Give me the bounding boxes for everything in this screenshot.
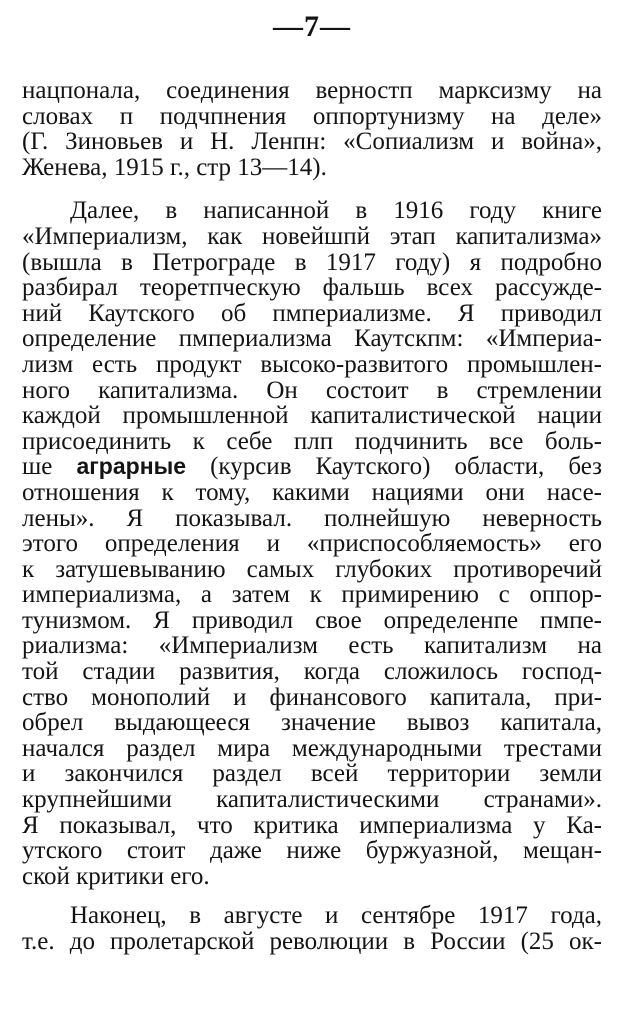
- text-line: риализма: «Империализм есть капитализм на: [22, 632, 602, 660]
- text-line: каждой промышленной капиталистической нации: [22, 402, 602, 430]
- text-line: Наконец, в августе и сентябре 1917 года,: [70, 902, 602, 930]
- book-page: [22, 0, 602, 1012]
- text-line: словах п подчпнения оппортунизму на деле»: [22, 102, 602, 130]
- text-line: (Г. Зиновьев и Н. Ленпн: «Сопиализм и война»,: [22, 128, 602, 156]
- text-line: присоединить к себе плп подчинить все боль-: [22, 427, 602, 455]
- text-line: ство монополий и финансового капитала, при-: [22, 683, 602, 711]
- text-line: начался раздел мира международными трестами: [22, 734, 602, 762]
- text-line: империализма, а затем к примирению с оппор-: [22, 581, 602, 609]
- text-line: лизм есть продукт высоко-развитого промышлен-: [22, 350, 602, 378]
- text-line: т.е. до пролетарской революции в России (25 ок-: [22, 928, 602, 955]
- paragraph-2: [22, 198, 602, 889]
- text-line: Далее, в написанной в 1916 году книге: [70, 197, 602, 225]
- text-line: разбирал теоретпческую фальшь всех рассужде-: [22, 274, 602, 302]
- text-line: лены». Я показывал. полнейшую неверность: [22, 504, 602, 532]
- emphasized-word: аграрные: [76, 453, 187, 480]
- text-line: ного капитализма. Он состоит в стремлении: [22, 376, 602, 404]
- emphasis-after: (курсив Каутского) области, без: [186, 453, 603, 481]
- page-number: —7—: [273, 10, 351, 43]
- paragraph-3: [22, 903, 602, 954]
- text-line: определение пмпериализма Каутскпм: «Империа-: [22, 325, 602, 353]
- text-line: крупнейшими капиталистическими странами».: [22, 786, 602, 814]
- text-line: и закончился раздел всей территории земли: [22, 760, 602, 788]
- text-line: ний Каутского об пмпериализме. Я приводил: [22, 299, 602, 327]
- emphasis-before: ше: [22, 453, 53, 481]
- text-line: (вышла в Петрограде в 1917 году) я подробно: [22, 248, 602, 276]
- text-line-with-emphasis: [22, 454, 602, 480]
- text-line: Я показывал, что критика империализма у Ка-: [22, 811, 602, 839]
- text-line: «Империализм, как новейшпй этап капитализма»: [22, 222, 602, 250]
- text-line: обрел выдающееся значение вывоз капитала,: [22, 709, 602, 737]
- paragraph-1: [22, 78, 602, 180]
- text-line: этого определения и «приспособляемость» его: [22, 530, 602, 558]
- text-line: утского стоит даже ниже буржуазной, мещан-: [22, 837, 602, 865]
- text-line: той стадии развития, когда сложилось господ-: [22, 658, 602, 686]
- text-line: отношения к тому, какими нациями они насе-: [22, 478, 602, 506]
- text-line: нацпонала, соединения верностп марксизму на: [22, 77, 602, 104]
- text-line: тунизмом. Я приводил свое определенпе пмпе-: [22, 606, 602, 634]
- text-line: Женева, 1915 г., стр 13—14).: [22, 153, 327, 181]
- text-line: к затушевыванию самых глубоких противоречий: [22, 555, 602, 583]
- text-line: ской критики его.: [22, 862, 210, 890]
